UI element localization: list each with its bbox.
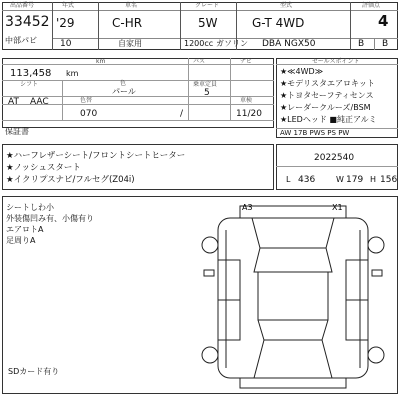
- note-item: ★ハーフレザーシート/フロントシートヒーター: [6, 151, 186, 161]
- model-code: DBA NGX50: [262, 39, 316, 49]
- usage-purpose: 自家用: [118, 39, 142, 48]
- interior-score: B: [358, 39, 365, 49]
- equipment-item: ★トヨタセーフティセンス: [280, 91, 374, 100]
- inspection-date: 11/20: [236, 109, 262, 119]
- lot-number: 33452: [5, 14, 50, 30]
- label-grade: グレード: [195, 2, 220, 9]
- equipment-item: ★レーダークルーズ/BSM: [280, 103, 371, 112]
- label-inspection: 車検: [240, 97, 253, 104]
- door-type: 5W: [198, 16, 218, 30]
- label-pass: パス: [193, 58, 206, 65]
- inspector-note: 足周りA: [6, 236, 36, 245]
- body-color: パール: [112, 87, 136, 96]
- warranty-label: 保証書: [5, 127, 29, 136]
- inspection-suffix: /: [180, 109, 184, 119]
- car-damage-diagram: [200, 200, 394, 390]
- inspector-note: 外装傷凹み有、小傷有り: [6, 214, 94, 223]
- mileage-value: 113,458: [10, 68, 52, 79]
- note-item: ★イクリプスナビ/フルセグ(Z04i): [6, 175, 135, 185]
- number-value: 2022540: [314, 153, 355, 163]
- displacement: 1200cc: [184, 39, 214, 48]
- height-value: 156: [380, 175, 398, 185]
- equipment-list: [280, 66, 377, 126]
- venue-name: 中部パビ: [5, 36, 37, 45]
- note-item: ★ノッシュスタート: [6, 163, 81, 173]
- equipment-extra: AW 17B PWS PS PW: [280, 129, 350, 137]
- label-type: 型式: [280, 2, 293, 9]
- label-mileage: km: [96, 58, 106, 65]
- grade-name: G-T 4WD: [252, 16, 305, 30]
- length-value: 436: [298, 175, 316, 185]
- notes-list: [6, 150, 185, 186]
- label-year: 年式: [62, 2, 75, 9]
- width-label: W: [336, 175, 344, 184]
- car-name: C-HR: [112, 16, 143, 30]
- damage-mark-a3: A3: [242, 203, 253, 212]
- equipment-item: ★モデリスタエアロキット: [280, 79, 375, 88]
- inspector-note: エアロトA: [6, 225, 44, 234]
- inspector-notes-list: [6, 202, 94, 246]
- exterior-score: B: [382, 39, 389, 49]
- inspector-note: シートしわ小: [6, 203, 54, 212]
- damage-mark-x1: X1: [332, 203, 343, 212]
- seating-capacity: 5: [204, 88, 210, 98]
- label-navi: ナビ: [240, 58, 253, 65]
- label-color: 色: [120, 80, 127, 87]
- equipment-title: セールスポイント: [312, 58, 360, 65]
- height-label: H: [370, 175, 377, 184]
- mileage-unit: km: [66, 69, 79, 78]
- label-score: 評価点: [362, 2, 381, 9]
- length-label: L: [286, 175, 291, 184]
- equipment-item: ★≪4WD≫: [280, 67, 324, 76]
- label-shift: シフト: [20, 81, 39, 88]
- label-lot: 出品番号: [10, 2, 35, 9]
- equipment-item: ★LEDヘッド ■純正アルミ: [280, 115, 377, 124]
- fuel-type: ガソリン: [216, 39, 248, 48]
- transmission: AT: [8, 97, 19, 107]
- air-conditioning: AAC: [30, 97, 49, 107]
- reg-month: 10: [60, 39, 72, 49]
- label-name: 車名: [125, 2, 138, 9]
- model-year: '29: [56, 16, 75, 30]
- auction-score: 4: [378, 12, 389, 30]
- color-code: 070: [80, 109, 98, 119]
- width-value: 179: [346, 175, 364, 185]
- inspector-footer: SDカード有り: [8, 367, 60, 376]
- label-capacity: 乗車定員: [193, 81, 218, 88]
- label-color-no: 色替: [80, 97, 93, 104]
